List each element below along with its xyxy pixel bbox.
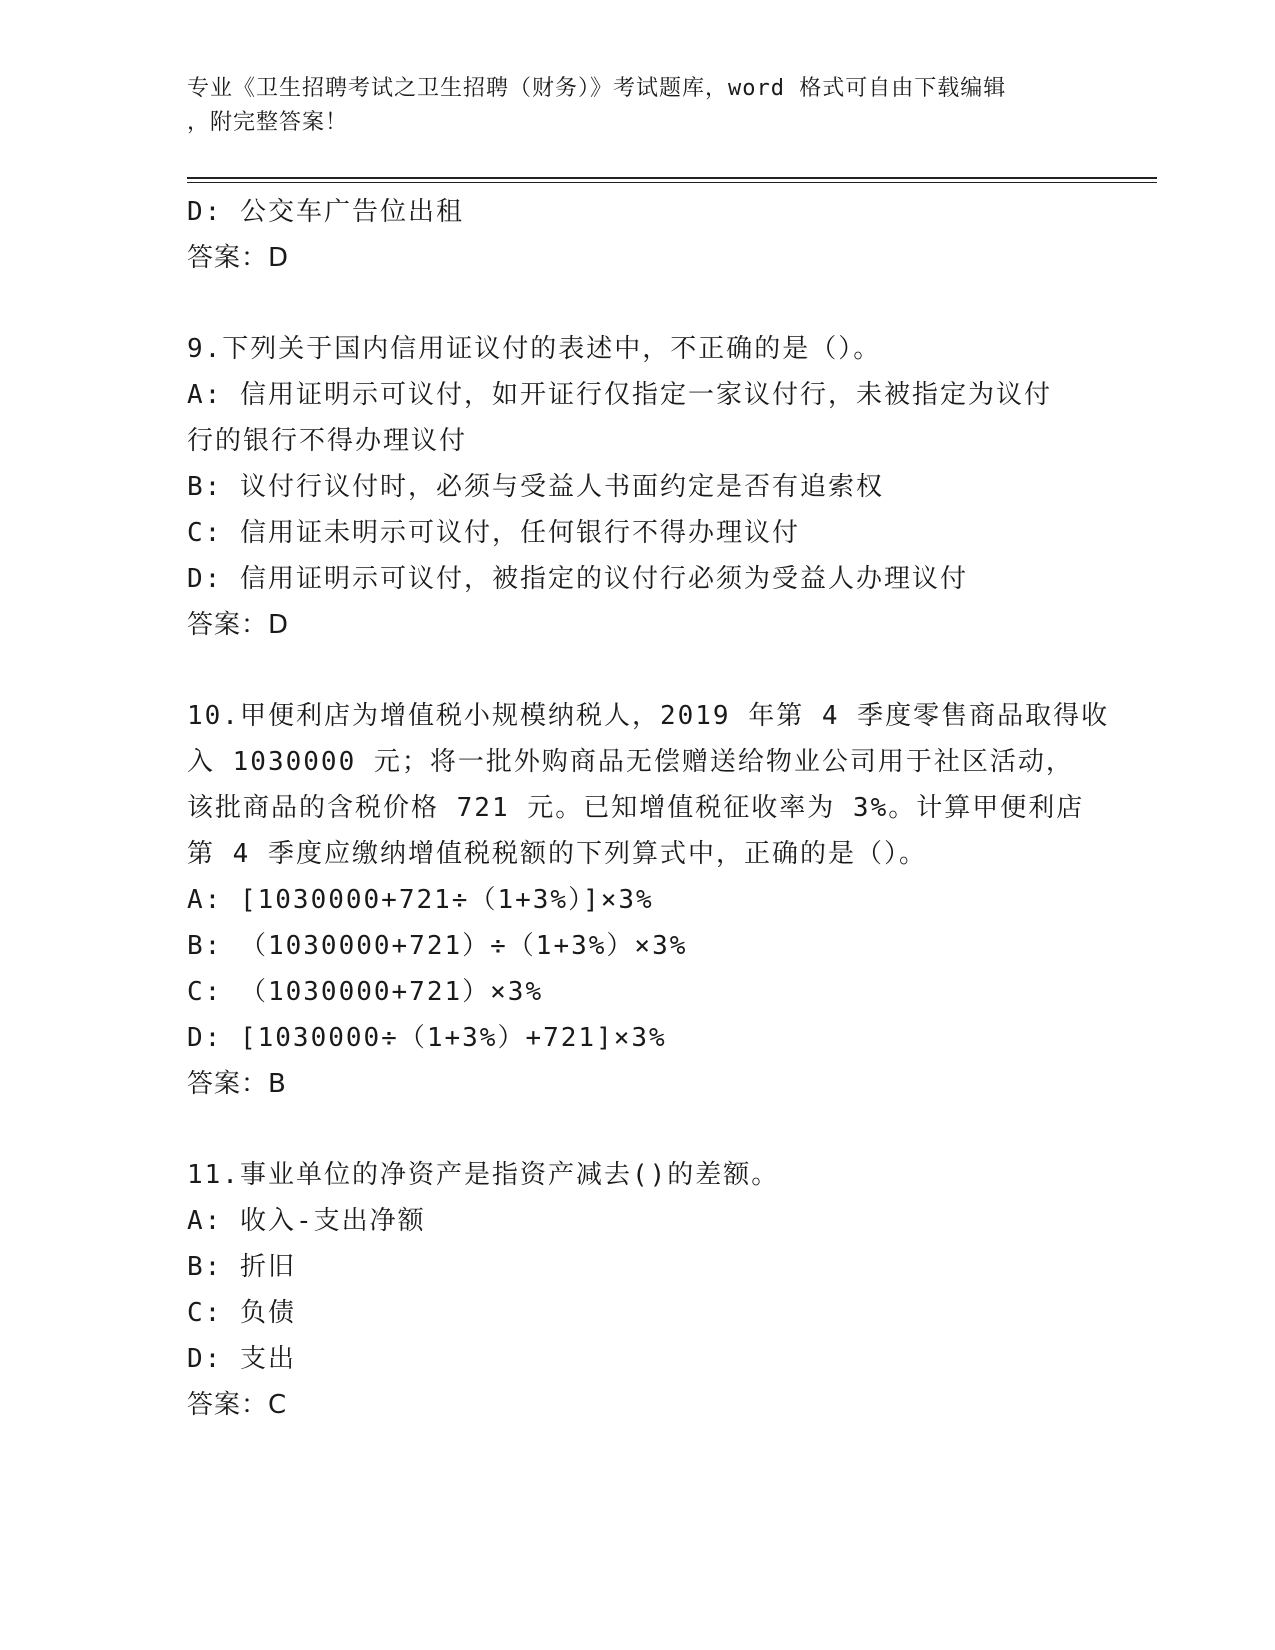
q11-stem: 11.事业单位的净资产是指资产减去()的差额。: [187, 1160, 780, 1190]
q11-option-a: A: 收入-支出净额: [187, 1206, 426, 1236]
q11-answer: 答案：C: [187, 1390, 288, 1420]
q9-answer: 答案：D: [187, 610, 290, 640]
q10-option-c: C: （1030000+721）×3%: [187, 977, 544, 1007]
question-9: [187, 326, 1087, 648]
header-line-1: 专业《卫生招聘考试之卫生招聘（财务）》考试题库，word 格式可自由下载编辑: [187, 76, 1007, 101]
question-8: [187, 189, 1087, 281]
q11-option-b: B: 折旧: [187, 1252, 296, 1282]
q9-option-d: D: 信用证明示可议付，被指定的议付行必须为受益人办理议付: [187, 564, 968, 594]
q10-stem-line4: 第 4 季度应缴纳增值税税额的下列算式中，正确的是（）。: [187, 839, 927, 869]
q9-option-a-line2: 行的银行不得办理议付: [187, 426, 468, 456]
header-divider-thick: [187, 177, 1157, 179]
header-line-2: ，附完整答案！: [187, 110, 349, 135]
header-divider-thin: [187, 182, 1157, 183]
q10-option-b: B: （1030000+721）÷（1+3%）×3%: [187, 931, 688, 961]
question-10: [187, 693, 1110, 1107]
q9-stem: 9.下列关于国内信用证议付的表述中，不正确的是（）。: [187, 334, 882, 364]
q10-answer: 答案：B: [187, 1069, 287, 1099]
q10-option-d: D: [1030000÷（1+3%）+721]×3%: [187, 1023, 667, 1053]
q10-stem-line2: 入 1030000 元；将一批外购商品无偿赠送给物业公司用于社区活动，: [187, 747, 1074, 777]
q10-option-a: A: [1030000+721÷（1+3%）]×3%: [187, 885, 654, 915]
q8-answer: 答案：D: [187, 243, 290, 273]
q11-option-c: C: 负债: [187, 1298, 296, 1328]
q11-option-d: D: 支出: [187, 1344, 296, 1374]
question-content: [187, 189, 1110, 1428]
q9-option-b: B: 议付行议付时，必须与受益人书面约定是否有追索权: [187, 472, 884, 502]
question-11: [187, 1152, 1087, 1428]
q8-option-d: D: 公交车广告位出租: [187, 197, 464, 227]
q9-option-c: C: 信用证未明示可议付，任何银行不得办理议付: [187, 518, 800, 548]
q10-stem-line3: 该批商品的含税价格 721 元。已知增值税征收率为 3%。计算甲便利店: [187, 793, 1085, 823]
document-header: [187, 72, 1087, 140]
q9-option-a-line1: A: 信用证明示可议付，如开证行仅指定一家议付行，未被指定为议付: [187, 380, 1052, 410]
q10-stem-line1: 10.甲便利店为增值税小规模纳税人，2019 年第 4 季度零售商品取得收: [187, 701, 1110, 731]
